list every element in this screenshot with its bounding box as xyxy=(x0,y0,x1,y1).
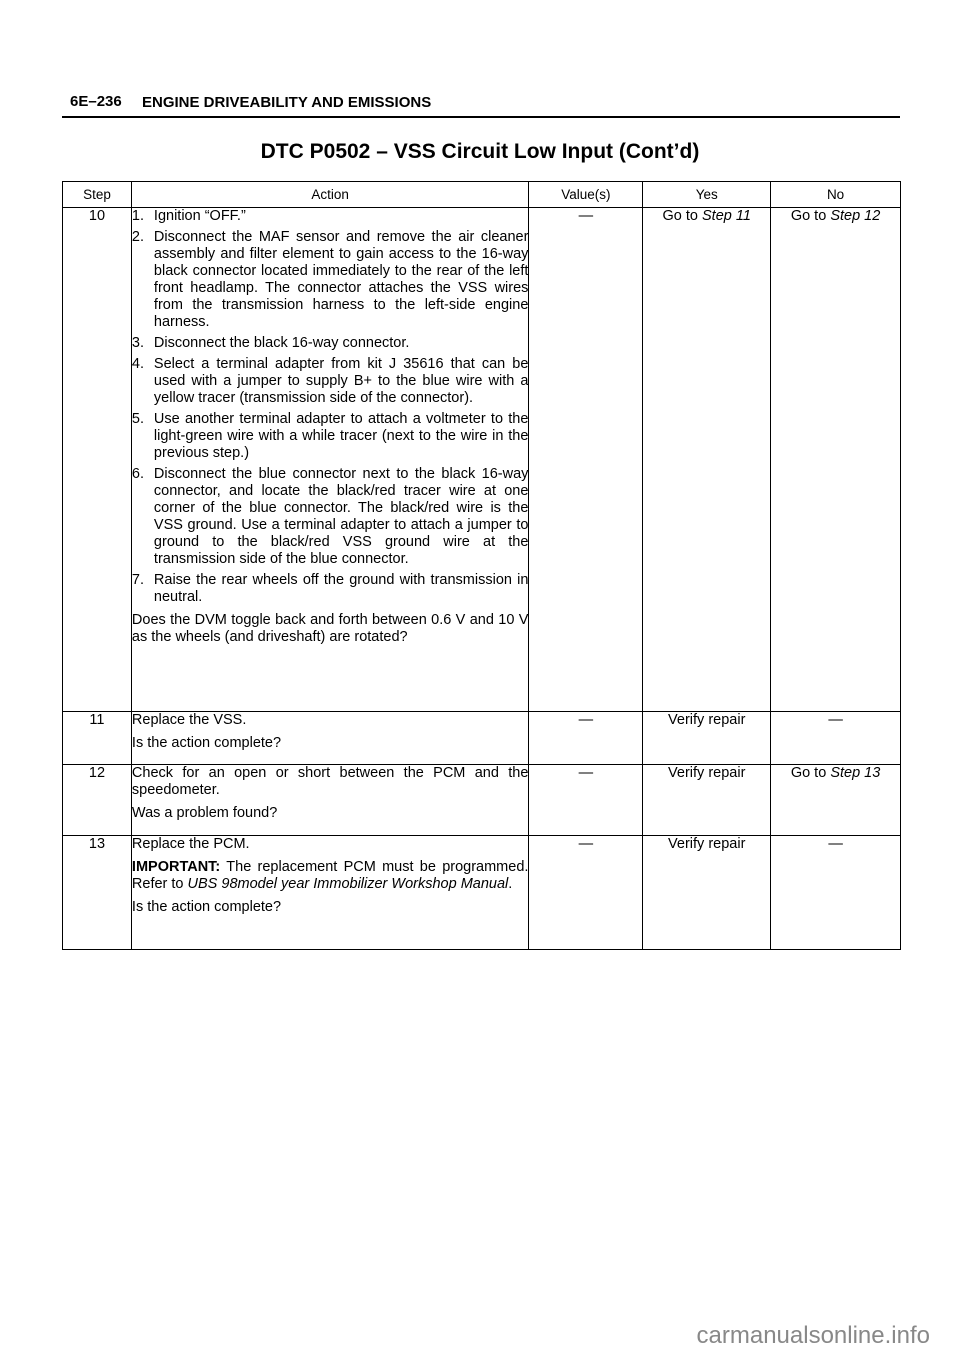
important-note: IMPORTANT: The replacement PCM must be programmed. Refer to UBS 98model year Immobilizer Workshop Manual. xyxy=(131,859,529,892)
action-text: Check for an open or short between the PCM and the speedometer. xyxy=(131,765,529,798)
step-number: 11 xyxy=(63,712,132,765)
value-cell: — xyxy=(529,836,643,950)
no-cell: Go to Step 13 xyxy=(771,765,901,836)
step-number: 10 xyxy=(63,208,132,712)
table-header-row xyxy=(63,182,901,208)
column-header-step: Step xyxy=(63,182,132,208)
table-row xyxy=(63,765,901,836)
list-item: 1. Ignition “OFF.” xyxy=(131,208,246,224)
question-text: Was a problem found? xyxy=(131,805,278,821)
column-header-values: Value(s) xyxy=(529,182,643,208)
step-reference: Step 12 xyxy=(830,208,881,224)
step-reference: Step 11 xyxy=(702,208,751,224)
step-number: 12 xyxy=(63,765,132,836)
important-label: IMPORTANT: xyxy=(131,859,221,875)
question-text: Is the action complete? xyxy=(131,735,282,751)
table-row xyxy=(63,836,901,950)
watermark: carmanualsonline.info xyxy=(696,1322,930,1349)
list-item: 3. Disconnect the black 16-way connector. xyxy=(131,335,410,351)
column-header-no: No xyxy=(771,182,901,208)
action-cell xyxy=(131,836,529,950)
value-cell: — xyxy=(529,712,643,765)
column-header-yes: Yes xyxy=(643,182,771,208)
action-cell xyxy=(131,765,529,836)
no-cell: — xyxy=(771,836,901,950)
section-title: ENGINE DRIVEABILITY AND EMISSIONS xyxy=(142,94,432,111)
list-item: 6. Disconnect the blue connector next to the black 16-way connector, and locate the black/red tracer wire at one corner of the blue connector. The black/red wire is the VSS ground. Use a terminal adapter to attach a jumper to ground to the black/red VSS ground wire at the transmission side of the blue connector. xyxy=(131,466,529,567)
yes-cell: Go to Step 11 xyxy=(643,208,771,712)
page-header xyxy=(62,90,900,118)
action-text: Replace the PCM. xyxy=(131,836,250,852)
list-item: 7. Raise the rear wheels off the ground with transmission in neutral. xyxy=(131,572,529,605)
action-cell xyxy=(131,712,529,765)
yes-cell: Verify repair xyxy=(643,836,771,950)
no-cell: Go to Step 12 xyxy=(771,208,901,712)
table-row xyxy=(63,208,901,712)
page-number: 6E–236 xyxy=(70,93,122,110)
value-cell: — xyxy=(529,765,643,836)
manual-reference: UBS 98model year Immobilizer Workshop Manual xyxy=(187,876,509,892)
action-text: Replace the VSS. xyxy=(131,712,247,728)
yes-cell: Verify repair xyxy=(643,765,771,836)
yes-cell: Verify repair xyxy=(643,712,771,765)
table-row xyxy=(63,712,901,765)
value-cell: — xyxy=(529,208,643,712)
step-number: 13 xyxy=(63,836,132,950)
no-cell: — xyxy=(771,712,901,765)
document-title: DTC P0502 – VSS Circuit Low Input (Cont’d) xyxy=(260,140,700,163)
column-header-action: Action xyxy=(131,182,529,208)
list-item: 2. Disconnect the MAF sensor and remove the air cleaner assembly and filter element to gain access to the 16-way black connector located immediately to the rear of the left front headlamp. The connector attaches the VSS wires from the transmission harness to the left-side engine harness. xyxy=(131,229,529,330)
question-text: Does the DVM toggle back and forth between 0.6 V and 10 V as the wheels (and driveshaft) are rotated? xyxy=(131,612,529,645)
question-text: Is the action complete? xyxy=(131,899,282,915)
list-item: 5. Use another terminal adapter to attach a voltmeter to the light-green wire with a while tracer (next to the wire in the previous step.) xyxy=(131,411,529,461)
list-item: 4. Select a terminal adapter from kit J 35616 that can be used with a jumper to supply B+ to the blue wire with a yellow tracer (transmission side of the connector). xyxy=(131,356,529,406)
action-cell xyxy=(131,208,529,712)
diagnostic-table xyxy=(62,181,901,950)
step-reference: Step 13 xyxy=(830,765,881,781)
